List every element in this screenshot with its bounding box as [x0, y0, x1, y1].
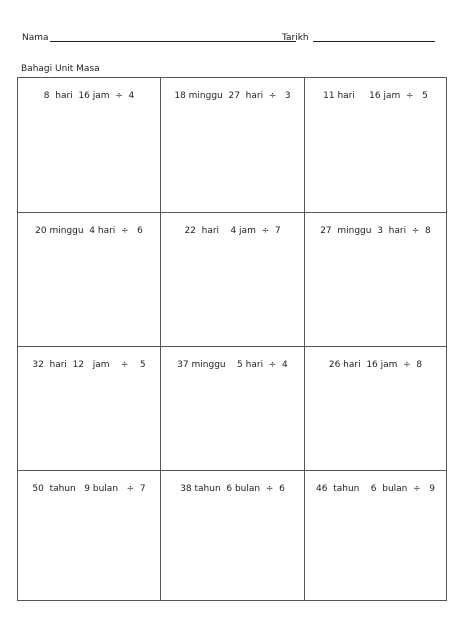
- problem-cell-9[interactable]: 26 hari 16 jam ÷ 8: [305, 347, 446, 471]
- problem-cell-2[interactable]: 18 minggu 27 hari ÷ 3: [161, 78, 305, 213]
- problem-cell-6[interactable]: 27 minggu 3 hari ÷ 8: [305, 213, 446, 347]
- problem-cell-7[interactable]: 32 hari 12 jam ÷ 5: [18, 347, 161, 471]
- problem-cell-4[interactable]: 20 minggu 4 hari ÷ 6: [18, 213, 161, 347]
- problem-cell-11[interactable]: 38 tahun 6 bulan ÷ 6: [161, 471, 305, 600]
- problem-cell-5[interactable]: 22 hari 4 jam ÷ 7: [161, 213, 305, 347]
- date-blank-line[interactable]: [313, 41, 435, 42]
- problem-cell-3[interactable]: 11 hari 16 jam ÷ 5: [305, 78, 446, 213]
- problem-grid: [17, 77, 447, 601]
- problem-cell-1[interactable]: 8 hari 16 jam ÷ 4: [18, 78, 161, 213]
- name-label: Nama: [22, 33, 49, 43]
- problem-cell-12[interactable]: 46 tahun 6 bulan ÷ 9: [316, 484, 435, 494]
- header-row: [22, 31, 442, 45]
- name-blank-line[interactable]: [50, 41, 296, 42]
- problem-cell-10[interactable]: 50 tahun 9 bulan ÷ 7: [18, 471, 161, 600]
- problem-cell-8[interactable]: 37 minggu 5 hari ÷ 4: [161, 347, 305, 471]
- date-label: Tarikh: [282, 33, 309, 43]
- worksheet-title: Bahagi Unit Masa: [21, 64, 100, 74]
